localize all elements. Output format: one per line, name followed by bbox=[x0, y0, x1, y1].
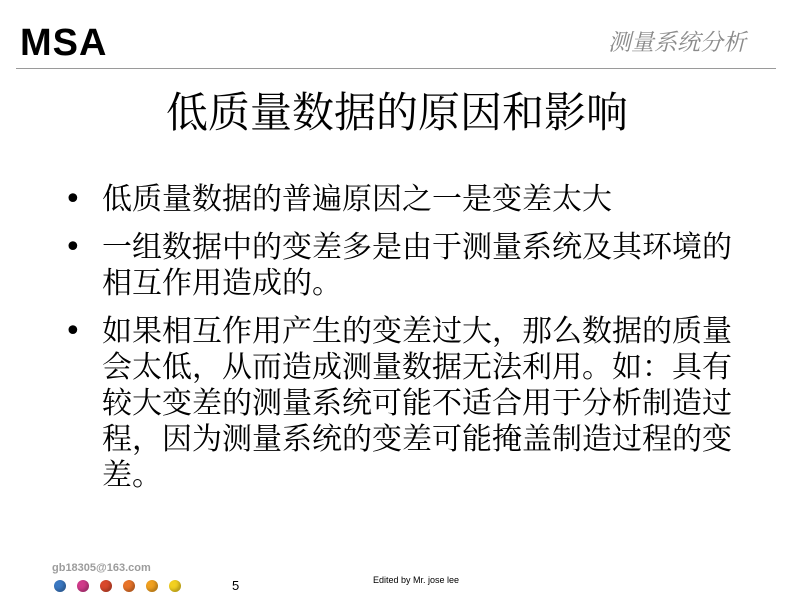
footer-email: gb18305@163.com bbox=[52, 562, 151, 574]
msa-logo: MSA bbox=[20, 22, 108, 64]
bullet-dot-icon: • bbox=[64, 230, 82, 265]
dot-icon bbox=[169, 580, 181, 592]
dot-icon bbox=[123, 580, 135, 592]
page-number: 5 bbox=[232, 578, 240, 593]
decorative-dots bbox=[54, 580, 181, 592]
dot-icon bbox=[146, 580, 158, 592]
header-divider bbox=[16, 68, 776, 69]
dot-icon bbox=[77, 580, 89, 592]
dot-icon bbox=[100, 580, 112, 592]
bullet-text: 低质量数据的普遍原因之一是变差太大 bbox=[102, 182, 612, 217]
bullet-item bbox=[60, 182, 760, 218]
bullet-dot-icon: • bbox=[64, 314, 82, 349]
footer-edited-by: Edited by Mr. jose lee bbox=[373, 575, 460, 585]
bullet-text: 如果相互作用产生的变差过大，那么数据的质量会太低，从而造成测量数据无法利用。如：具有较大变差的测量系统可能不适合用于分析制造过程，因为测量系统的变差可能掩盖制造过程的变差。 bbox=[102, 314, 732, 493]
bullet-text: 一组数据中的变差多是由于测量系统及其环境的相互作用造成的。 bbox=[102, 230, 732, 301]
bullet-item bbox=[60, 314, 760, 494]
bullet-list bbox=[60, 182, 760, 506]
bullet-item bbox=[60, 230, 760, 302]
bullet-dot-icon: • bbox=[64, 182, 82, 217]
header-title: 测量系统分析 bbox=[608, 30, 746, 56]
dot-icon bbox=[54, 580, 66, 592]
slide-title: 低质量数据的原因和影响 bbox=[165, 88, 628, 137]
